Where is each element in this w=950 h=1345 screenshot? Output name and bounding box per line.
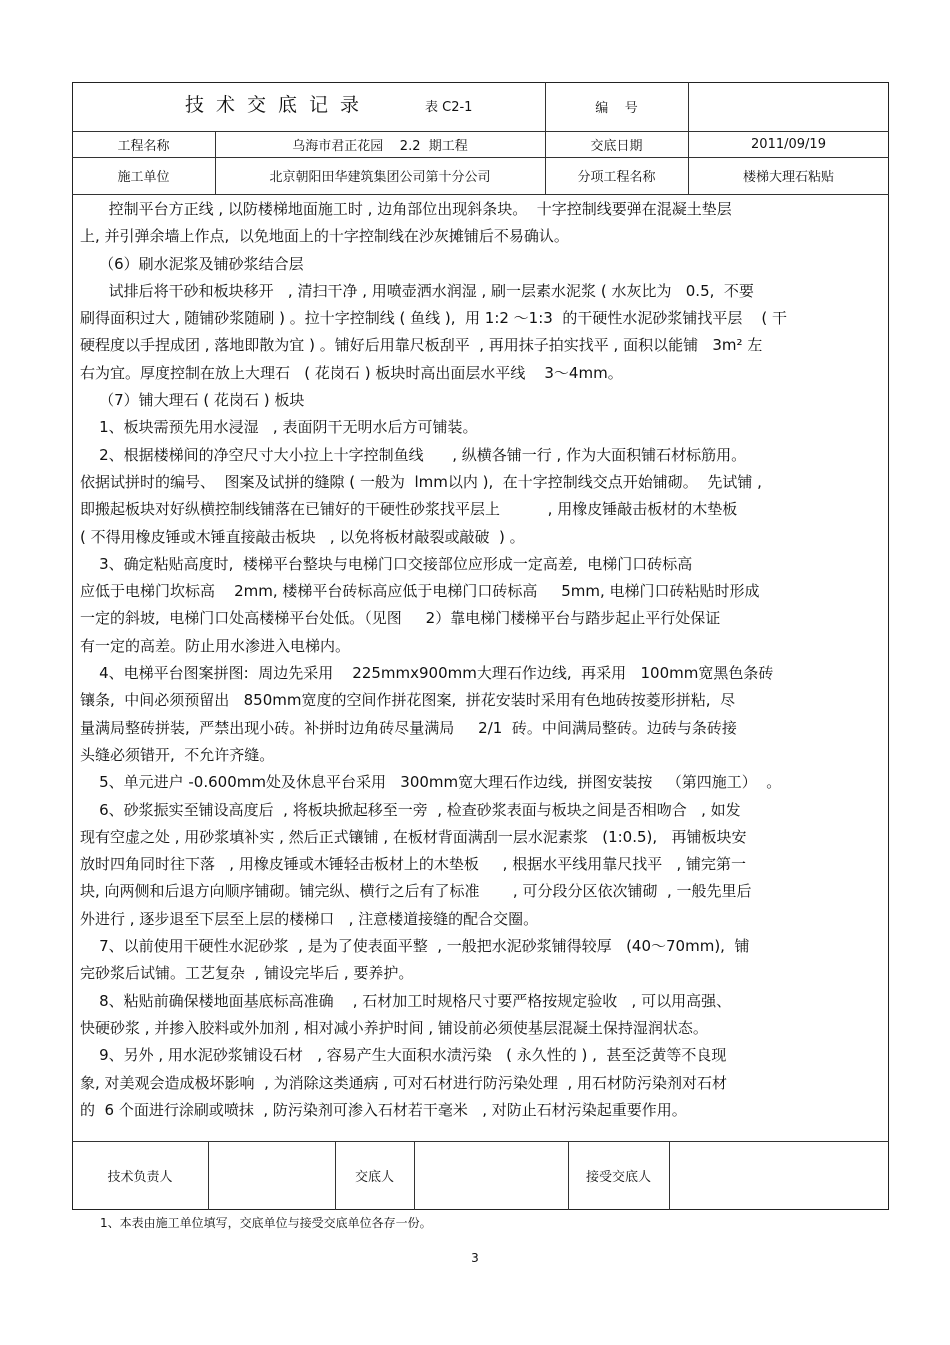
content-line: 刷得面积过大 , 随铺砂浆随刷 ) 。拉十字控制线 ( 鱼线 ), 用 1:2 ～1:3 的干硬性水泥砂浆铺找平层 ( 干 — [80, 309, 788, 328]
content-line: 外进行 , 逐步退至下层至上层的楼梯口 , 注意楼道接缝的配合交圈。 — [80, 909, 539, 928]
form-title: 技术交底记录 — [185, 94, 372, 116]
content-line: 依据试拼时的编号、 图案及试拼的缝隙 ( 一般为 lmm以内 ), 在十字控制线交点开始铺砌。 先试铺 , — [80, 472, 762, 491]
discloser-label: 交底人 — [354, 1170, 394, 1185]
content-line: 5、单元进户 -0.600mm处及休息平台采用 300mm宽大理石作边线, 拼图安装按 （第四施工） 。 — [80, 773, 782, 792]
content-line: 象, 对美观会造成极坏影响 , 为消除这类通病 , 可对石材进行防污染处理 , 用石材防污染剂对石材 — [80, 1073, 727, 1092]
form-code: 表 C2-1 — [425, 100, 473, 115]
number-label: 编 号 — [595, 101, 638, 116]
date-value: 2011/09/19 — [751, 136, 826, 152]
content-line: 现有空虚之处 , 用砂浆填补实 , 然后正式镶铺 , 在板材背面满刮一层水泥素浆 (1:0.5), 再铺板块安 — [80, 827, 747, 846]
content-line: 快硬砂浆 , 并掺入胶料或外加剂 , 相对减小养护时间 , 铺设前必须使基层混凝土保持湿润状态。 — [80, 1018, 708, 1037]
content-line: 控制平台方正线 , 以防楼梯地面施工时 , 边角部位出现斜条块。 十字控制线要弹在混凝土垫层 — [80, 200, 732, 218]
project-name-value: 乌海市君正花园 2.2 期工程 — [292, 138, 468, 154]
content-line: 上, 并引弹余墙上作点, 以免地面上的十字控制线在沙灰摊铺后不易确认。 — [80, 227, 569, 246]
tech-lead-label: 技术负责人 — [107, 1170, 173, 1185]
sub-project-value: 楼梯大理石粘贴 — [742, 170, 834, 185]
content-line: 的 6 个面进行涂刷或喷抹 , 防污染剂可渗入石材若干毫米 , 对防止石材污染起重要作用。 — [80, 1100, 687, 1119]
content-line: 4、电梯平台图案拼图: 周边先采用 225mmx900mm大理石作边线, 再采用 100mm宽黑色条砖 — [80, 664, 774, 683]
project-name-label: 工程名称 — [117, 138, 170, 154]
content-line: 3、确定粘贴高度时, 楼梯平台整块与电梯门口交接部位应形成一定高差, 电梯门口砖标高 — [80, 554, 693, 573]
footnote: 1、本表由施工单位填写，交底单位与接受交底单位各存一份。 — [100, 1216, 432, 1230]
content-line: 即搬起板块对好纵横控制线铺落在已铺好的干硬性砂浆找平层上 , 用橡皮锤敲击板材的木垫板 — [80, 500, 738, 519]
col-divider — [669, 1141, 670, 1210]
content-line: 有一定的高差。防止用水渗进入电梯内。 — [80, 636, 351, 655]
content-line: ( 不得用橡皮锤或木锤直接敲击板块 , 以免将板材敲裂或敲破 ) 。 — [80, 527, 525, 546]
content-line: 9、另外 , 用水泥砂浆铺设石材 , 容易产生大面积水渍污染 ( 永久性的 ) , 甚至泛黄等不良现 — [80, 1046, 727, 1065]
content-line: 右为宜。厚度控制在放上大理石 ( 花岗石 ) 板块时高出面层水平线 3～4mm。 — [80, 363, 623, 382]
page-number: 3 — [471, 1251, 479, 1265]
content-line: 完砂浆后试铺。工艺复杂 , 铺设完毕后 , 要养护。 — [80, 964, 414, 983]
content-line: （7）铺大理石 ( 花岗石 ) 板块 — [80, 391, 305, 410]
sub-project-label: 分项工程名称 — [577, 170, 656, 185]
content-line: 块, 向两侧和后退方向顺序铺砌。铺完纵、横行之后有了标准 , 可分段分区依次铺砌 , 一般先里后 — [80, 882, 752, 901]
disclosure-content — [80, 196, 882, 1124]
content-line: 1、板块需预先用水浸湿 , 表面阴干无明水后方可铺装。 — [80, 418, 478, 437]
receiver-label: 接受交底人 — [585, 1170, 651, 1185]
content-line: 镶条, 中间必须预留出 850mm宽度的空间作拼花图案, 拼花安装时采用有色地砖按菱形拼粘, 尽 — [80, 691, 736, 710]
row-divider — [72, 194, 889, 195]
content-line: （6）刷水泥浆及铺砂浆结合层 — [80, 254, 304, 273]
content-line: 量满局整砖拼装, 严禁出现小砖。补拼时边角砖尽量满局 2/1 砖。中间满局整砖。边砖与条砖接 — [80, 718, 737, 737]
content-line: 放时四角同时往下落 , 用橡皮锤或木锤轻击板材上的木垫板 , 根据水平线用靠尺找平 , 铺完第一 — [80, 855, 747, 874]
content-line: 6、砂浆振实至铺设高度后 , 将板块掀起移至一旁 , 检查砂浆表面与板块之间是否相吻合 , 如发 — [80, 800, 741, 819]
content-line: 头缝必须错开, 不允许齐缝。 — [80, 745, 275, 764]
content-line: 试排后将干砂和板块移开 , 清扫干净 , 用喷壶洒水润湿 , 刷一层素水泥浆 ( 水灰比为 0.5, 不要 — [80, 281, 754, 300]
content-line: 2、根据楼梯间的净空尺寸大小拉上十字控制鱼线 , 纵横各铺一行 , 作为大面积铺石材标筋用。 — [80, 445, 747, 464]
date-label: 交底日期 — [590, 138, 643, 154]
content-line: 7、以前使用干硬性水泥砂浆 , 是为了使表面平整 , 一般把水泥砂浆铺得较厚 (40～70mm), 铺 — [80, 937, 750, 956]
content-line: 8、粘贴前确保楼地面基底标高准确 , 石材加工时规格尺寸要严格按规定验收 , 可以用高强、 — [80, 991, 732, 1010]
content-line: 一定的斜坡, 电梯门口处高楼梯平台处低。（见图 2）靠电梯门楼梯平台与踏步起止平行处保证 — [80, 609, 721, 628]
content-line: 硬程度以手捏成团 , 落地即散为宜 ) 。铺好后用靠尺板刮平 , 再用抹子拍实找平 , 面积以能铺 3m² 左 — [80, 336, 763, 355]
col-divider — [414, 1141, 415, 1210]
col-divider — [208, 1141, 209, 1210]
unit-value: 北京朝阳田华建筑集团公司第十分公司 — [269, 170, 491, 185]
content-line: 应低于电梯门坎标高 2mm, 楼梯平台砖标高应低于电梯门口砖标高 5mm, 电梯门口砖粘贴时形成 — [80, 582, 760, 601]
unit-label: 施工单位 — [117, 170, 170, 185]
number-value — [688, 82, 889, 131]
